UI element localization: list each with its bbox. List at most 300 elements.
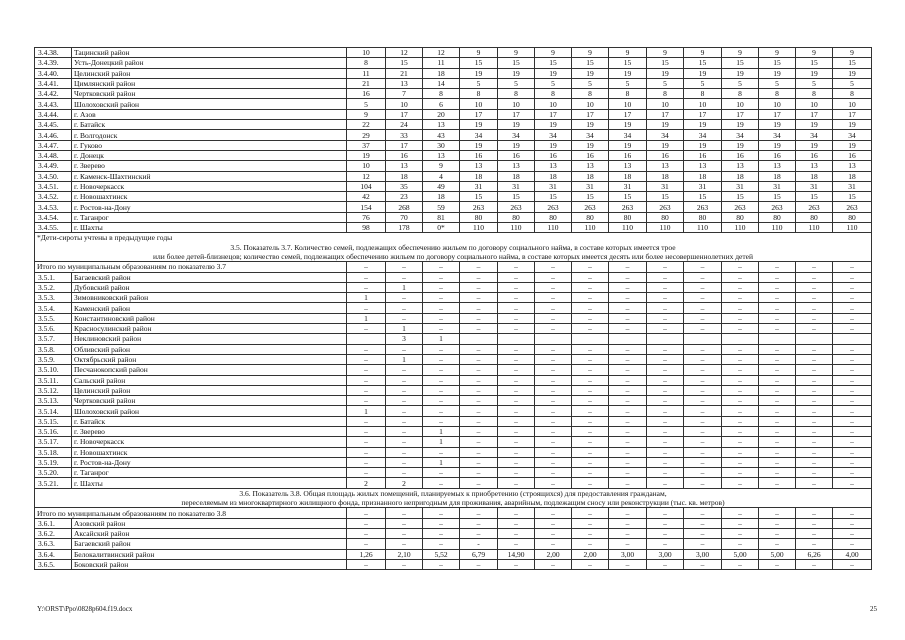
value-cell: – xyxy=(386,396,423,406)
row-name: Целинский район xyxy=(72,385,347,395)
value-cell: 13 xyxy=(498,161,535,171)
value-cell: – xyxy=(423,528,460,538)
row-code: 3.6.2. xyxy=(35,528,72,538)
value-cell: – xyxy=(759,262,796,272)
value-cell: – xyxy=(609,478,647,488)
value-cell: 10 xyxy=(460,99,498,109)
value-cell: – xyxy=(609,303,647,313)
value-cell: 0* xyxy=(423,223,460,233)
value-cell: – xyxy=(498,518,535,528)
value-cell: 35 xyxy=(386,181,423,191)
value-cell: – xyxy=(684,406,722,416)
value-cell: 10 xyxy=(347,161,386,171)
value-cell: 18 xyxy=(722,171,759,181)
value-cell: 110 xyxy=(684,223,722,233)
value-cell: 4 xyxy=(423,171,460,181)
value-cell: 19 xyxy=(572,140,609,150)
value-cell: – xyxy=(535,262,572,272)
value-cell: 9 xyxy=(796,48,833,58)
row-code: 3.4.53. xyxy=(35,202,72,212)
value-cell: 34 xyxy=(759,130,796,140)
row-code: 3.5.10. xyxy=(35,365,72,375)
value-cell: – xyxy=(684,468,722,478)
row-code: 3.4.44. xyxy=(35,109,72,119)
value-cell: – xyxy=(535,447,572,457)
value-cell: 21 xyxy=(347,78,386,88)
value-cell: 9 xyxy=(498,48,535,58)
table-row xyxy=(35,549,872,559)
value-cell: 31 xyxy=(609,181,647,191)
value-cell: 3,00 xyxy=(684,549,722,559)
value-cell: – xyxy=(759,559,796,569)
value-cell: – xyxy=(796,385,833,395)
value-cell: – xyxy=(498,478,535,488)
value-cell: – xyxy=(609,313,647,323)
value-cell: 110 xyxy=(572,223,609,233)
row-name: Тацинский район xyxy=(72,48,347,58)
section-title: 3.6. Показатель 3.8. Общая площадь жилых помещений, планируемых к приобретению (строящихся) для предоставления гражданам, xyxy=(35,488,872,498)
value-cell: 10 xyxy=(347,48,386,58)
value-cell: – xyxy=(498,282,535,292)
table-row xyxy=(35,406,872,416)
value-cell: – xyxy=(647,344,684,354)
row-code: 3.6.1. xyxy=(35,518,72,528)
value-cell: 10 xyxy=(833,99,872,109)
value-cell: – xyxy=(722,518,759,528)
value-cell: 3,00 xyxy=(647,549,684,559)
value-cell: – xyxy=(535,365,572,375)
value-cell: – xyxy=(722,416,759,426)
data-table xyxy=(34,47,872,570)
value-cell: – xyxy=(498,406,535,416)
value-cell: 19 xyxy=(759,120,796,130)
value-cell: 13 xyxy=(460,161,498,171)
value-cell: – xyxy=(759,344,796,354)
value-cell: – xyxy=(386,293,423,303)
value-cell: – xyxy=(759,406,796,416)
value-cell: 8 xyxy=(347,58,386,68)
value-cell: – xyxy=(535,559,572,569)
value-cell: 1,26 xyxy=(347,549,386,559)
value-cell: – xyxy=(535,406,572,416)
value-cell: – xyxy=(347,528,386,538)
value-cell: – xyxy=(423,468,460,478)
row-code: 3.5.18. xyxy=(35,447,72,457)
value-cell: – xyxy=(609,272,647,282)
row-code: 3.5.9. xyxy=(35,354,72,364)
value-cell: – xyxy=(684,375,722,385)
row-code: 3.4.54. xyxy=(35,212,72,222)
row-name: Неклиновский район xyxy=(72,334,347,344)
value-cell: 16 xyxy=(833,150,872,160)
value-cell: – xyxy=(609,559,647,569)
table-row xyxy=(35,68,872,78)
value-cell: – xyxy=(572,282,609,292)
section-heading-row xyxy=(35,252,872,262)
value-cell: 19 xyxy=(759,68,796,78)
table-row xyxy=(35,396,872,406)
value-cell: 1 xyxy=(347,313,386,323)
value-cell: 5 xyxy=(460,78,498,88)
value-cell: – xyxy=(796,437,833,447)
value-cell: 8 xyxy=(759,89,796,99)
value-cell: 23 xyxy=(386,192,423,202)
row-name: г. Зверево xyxy=(72,161,347,171)
value-cell: – xyxy=(423,272,460,282)
value-cell: 1 xyxy=(386,354,423,364)
value-cell: 18 xyxy=(535,171,572,181)
value-cell: – xyxy=(722,313,759,323)
value-cell: 10 xyxy=(572,99,609,109)
value-cell: – xyxy=(647,457,684,467)
value-cell: 110 xyxy=(796,223,833,233)
value-cell: – xyxy=(722,262,759,272)
value-cell: 2,10 xyxy=(386,549,423,559)
row-code: 3.4.40. xyxy=(35,68,72,78)
value-cell: – xyxy=(498,375,535,385)
table-row xyxy=(35,334,872,344)
value-cell: – xyxy=(833,396,872,406)
value-cell: – xyxy=(572,262,609,272)
value-cell: – xyxy=(423,344,460,354)
row-code: 3.6.3. xyxy=(35,539,72,549)
row-name: Зимовниковский район xyxy=(72,293,347,303)
value-cell: 34 xyxy=(796,130,833,140)
value-cell: – xyxy=(647,468,684,478)
value-cell: – xyxy=(535,385,572,395)
value-cell: 31 xyxy=(759,181,796,191)
value-cell: – xyxy=(684,354,722,364)
table-row xyxy=(35,171,872,181)
row-name: г. Ростов-на-Дону xyxy=(72,202,347,212)
value-cell: 5 xyxy=(684,78,722,88)
value-cell: – xyxy=(423,313,460,323)
value-cell: – xyxy=(460,508,498,518)
value-cell: 18 xyxy=(759,171,796,181)
value-cell: 18 xyxy=(423,68,460,78)
value-cell: 15 xyxy=(460,58,498,68)
value-cell: 15 xyxy=(535,192,572,202)
value-cell: – xyxy=(460,262,498,272)
value-cell: – xyxy=(796,313,833,323)
value-cell: – xyxy=(460,416,498,426)
value-cell: – xyxy=(572,457,609,467)
row-name: г. Азов xyxy=(72,109,347,119)
value-cell: – xyxy=(498,324,535,334)
value-cell: – xyxy=(498,293,535,303)
value-cell: – xyxy=(796,457,833,467)
value-cell: – xyxy=(460,282,498,292)
value-cell: – xyxy=(347,416,386,426)
value-cell: 16 xyxy=(722,150,759,160)
value-cell: – xyxy=(759,303,796,313)
value-cell: – xyxy=(609,457,647,467)
value-cell: – xyxy=(684,396,722,406)
value-cell: – xyxy=(347,396,386,406)
value-cell: – xyxy=(386,375,423,385)
row-code: 3.5.1. xyxy=(35,272,72,282)
value-cell: – xyxy=(722,365,759,375)
value-cell: 19 xyxy=(347,150,386,160)
section-title: или более детей-близнецов; количество семей, подлежащих обеспечению жильем по договору социального найма, в составе которых имеется десять или более несовершеннолетних детей xyxy=(35,252,872,262)
value-cell: – xyxy=(609,539,647,549)
value-cell: – xyxy=(609,344,647,354)
row-name: г. Батайск xyxy=(72,416,347,426)
value-cell: – xyxy=(759,313,796,323)
value-cell: – xyxy=(498,396,535,406)
value-cell: – xyxy=(647,365,684,375)
row-code: 3.5.12. xyxy=(35,385,72,395)
row-code: 3.5.5. xyxy=(35,313,72,323)
row-code: 3.5.4. xyxy=(35,303,72,313)
value-cell: – xyxy=(535,468,572,478)
value-cell: – xyxy=(759,396,796,406)
value-cell: 263 xyxy=(833,202,872,212)
value-cell: 14,90 xyxy=(498,549,535,559)
value-cell: 15 xyxy=(572,192,609,202)
value-cell: – xyxy=(535,478,572,488)
total-label: Итого по муниципальным образованиям по показателю 3.7 xyxy=(35,262,347,272)
row-name: Багаевский район xyxy=(72,539,347,549)
value-cell: – xyxy=(759,282,796,292)
value-cell: – xyxy=(572,478,609,488)
value-cell: 3 xyxy=(386,334,423,344)
value-cell: – xyxy=(759,437,796,447)
value-cell: – xyxy=(423,303,460,313)
value-cell: 15 xyxy=(759,58,796,68)
value-cell: 34 xyxy=(647,130,684,140)
value-cell: 8 xyxy=(722,89,759,99)
value-cell: – xyxy=(684,385,722,395)
value-cell: 17 xyxy=(386,109,423,119)
table-row xyxy=(35,293,872,303)
row-name: г. Новошахтинск xyxy=(72,447,347,457)
value-cell: – xyxy=(759,447,796,457)
value-cell: 8 xyxy=(647,89,684,99)
row-code: 3.5.16. xyxy=(35,426,72,436)
value-cell: 16 xyxy=(498,150,535,160)
value-cell: 2,00 xyxy=(535,549,572,559)
value-cell: 10 xyxy=(386,99,423,109)
value-cell: – xyxy=(833,303,872,313)
value-cell: 10 xyxy=(684,99,722,109)
value-cell: – xyxy=(647,406,684,416)
value-cell: 12 xyxy=(423,48,460,58)
table-row xyxy=(35,559,872,569)
value-cell: – xyxy=(347,365,386,375)
value-cell xyxy=(759,334,796,344)
value-cell: – xyxy=(423,324,460,334)
value-cell: – xyxy=(347,354,386,364)
value-cell: – xyxy=(423,293,460,303)
value-cell: 8 xyxy=(796,89,833,99)
value-cell: – xyxy=(833,406,872,416)
value-cell: – xyxy=(609,426,647,436)
value-cell: – xyxy=(423,385,460,395)
value-cell: – xyxy=(535,457,572,467)
value-cell: – xyxy=(833,468,872,478)
value-cell: – xyxy=(386,559,423,569)
value-cell: – xyxy=(796,396,833,406)
value-cell: 5,00 xyxy=(722,549,759,559)
value-cell: – xyxy=(572,354,609,364)
value-cell: 20 xyxy=(423,109,460,119)
value-cell: – xyxy=(460,426,498,436)
value-cell: – xyxy=(684,313,722,323)
total-label: Итого по муниципальным образованиям по показателю 3.8 xyxy=(35,508,347,518)
value-cell: 1 xyxy=(423,334,460,344)
value-cell: – xyxy=(759,385,796,395)
value-cell: 18 xyxy=(386,171,423,181)
value-cell: – xyxy=(684,539,722,549)
row-code: 3.5.7. xyxy=(35,334,72,344)
value-cell: – xyxy=(460,365,498,375)
value-cell: 8 xyxy=(423,89,460,99)
value-cell: 8 xyxy=(833,89,872,99)
value-cell: – xyxy=(498,437,535,447)
table-row xyxy=(35,130,872,140)
value-cell: 80 xyxy=(498,212,535,222)
table-row xyxy=(35,478,872,488)
value-cell: 2,00 xyxy=(572,549,609,559)
value-cell: 34 xyxy=(609,130,647,140)
value-cell xyxy=(833,334,872,344)
value-cell: – xyxy=(386,385,423,395)
value-cell: – xyxy=(609,293,647,303)
value-cell: – xyxy=(796,528,833,538)
value-cell: – xyxy=(386,457,423,467)
value-cell: – xyxy=(498,344,535,354)
value-cell: – xyxy=(684,437,722,447)
value-cell: 17 xyxy=(647,109,684,119)
value-cell: – xyxy=(498,313,535,323)
value-cell: 10 xyxy=(722,99,759,109)
footer-file-path: Y:\ORST\Ppo\0828p604.f19.docx xyxy=(37,605,133,613)
value-cell: – xyxy=(572,385,609,395)
value-cell: 31 xyxy=(498,181,535,191)
value-cell: – xyxy=(498,272,535,282)
value-cell: 24 xyxy=(386,120,423,130)
row-name: г. Каменск-Шахтинский xyxy=(72,171,347,181)
row-name: Константиновский район xyxy=(72,313,347,323)
value-cell: 12 xyxy=(347,171,386,181)
value-cell: – xyxy=(722,385,759,395)
value-cell: 13 xyxy=(423,150,460,160)
value-cell: – xyxy=(423,375,460,385)
value-cell: – xyxy=(796,518,833,528)
value-cell: – xyxy=(833,272,872,282)
value-cell: 43 xyxy=(423,130,460,140)
value-cell: – xyxy=(722,354,759,364)
value-cell: 31 xyxy=(572,181,609,191)
value-cell: – xyxy=(684,303,722,313)
value-cell: 1 xyxy=(423,426,460,436)
value-cell: 263 xyxy=(572,202,609,212)
value-cell: – xyxy=(647,375,684,385)
value-cell: 18 xyxy=(460,171,498,181)
value-cell: – xyxy=(722,324,759,334)
table-row xyxy=(35,426,872,436)
value-cell: – xyxy=(609,406,647,416)
value-cell: 9 xyxy=(460,48,498,58)
row-name: г. Таганрог xyxy=(72,468,347,478)
value-cell: 19 xyxy=(609,120,647,130)
value-cell: 5 xyxy=(833,78,872,88)
value-cell: 17 xyxy=(833,109,872,119)
value-cell: – xyxy=(572,528,609,538)
value-cell: 30 xyxy=(423,140,460,150)
value-cell: 5 xyxy=(647,78,684,88)
value-cell: – xyxy=(833,344,872,354)
value-cell: – xyxy=(423,447,460,457)
value-cell: 1 xyxy=(386,324,423,334)
value-cell: – xyxy=(722,468,759,478)
value-cell: 19 xyxy=(647,140,684,150)
value-cell: 19 xyxy=(722,120,759,130)
value-cell: 9 xyxy=(572,48,609,58)
value-cell: 263 xyxy=(460,202,498,212)
value-cell: 263 xyxy=(498,202,535,212)
value-cell: 15 xyxy=(386,58,423,68)
row-name: г. Батайск xyxy=(72,120,347,130)
value-cell: – xyxy=(535,324,572,334)
value-cell: 6,79 xyxy=(460,549,498,559)
value-cell: – xyxy=(535,293,572,303)
value-cell: 11 xyxy=(347,68,386,78)
value-cell: – xyxy=(535,375,572,385)
value-cell: – xyxy=(796,478,833,488)
value-cell: 9 xyxy=(833,48,872,58)
value-cell: 17 xyxy=(572,109,609,119)
value-cell: – xyxy=(423,354,460,364)
value-cell: – xyxy=(498,539,535,549)
value-cell: – xyxy=(423,396,460,406)
value-cell: – xyxy=(722,406,759,416)
section-title: 3.5. Показатель 3.7. Количество семей, подлежащих обеспечению жильем по договору социального найма, в составе которых имеется трое xyxy=(35,243,872,252)
value-cell: – xyxy=(759,293,796,303)
table-row xyxy=(35,354,872,364)
value-cell: 19 xyxy=(833,68,872,78)
table-row xyxy=(35,120,872,130)
row-name: г. Новочеркасск xyxy=(72,181,347,191)
value-cell: – xyxy=(572,559,609,569)
value-cell: – xyxy=(386,272,423,282)
value-cell: – xyxy=(460,437,498,447)
value-cell: – xyxy=(684,262,722,272)
value-cell: – xyxy=(684,344,722,354)
value-cell: – xyxy=(796,447,833,457)
value-cell: 19 xyxy=(833,140,872,150)
value-cell: – xyxy=(759,528,796,538)
row-code: 3.6.4. xyxy=(35,549,72,559)
value-cell: – xyxy=(609,282,647,292)
value-cell: – xyxy=(609,365,647,375)
value-cell: – xyxy=(572,437,609,447)
value-cell: – xyxy=(684,518,722,528)
value-cell: – xyxy=(647,478,684,488)
value-cell: 19 xyxy=(609,68,647,78)
value-cell: 19 xyxy=(609,140,647,150)
value-cell: – xyxy=(647,293,684,303)
value-cell: 110 xyxy=(759,223,796,233)
table-row xyxy=(35,518,872,528)
table-row xyxy=(35,457,872,467)
value-cell: 15 xyxy=(759,192,796,202)
value-cell: 42 xyxy=(347,192,386,202)
value-cell: 80 xyxy=(647,212,684,222)
row-code: 3.4.45. xyxy=(35,120,72,130)
value-cell: – xyxy=(609,385,647,395)
